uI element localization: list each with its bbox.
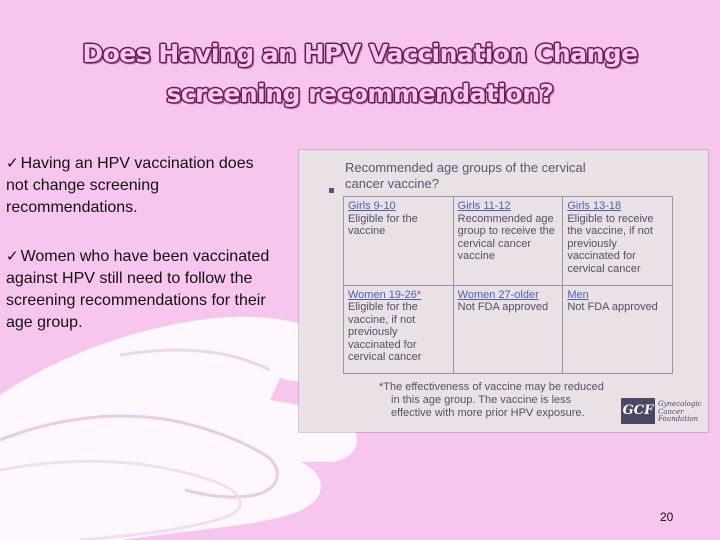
- square-bullet-icon: [329, 188, 334, 193]
- slide-title-line: screening recommendation?: [166, 79, 554, 108]
- cell-body: Eligible for the vaccine, if not previously vaccinated for cervical cancer: [348, 301, 422, 363]
- bullet-text: Having an HPV vaccination does not change screening recommendations.: [6, 155, 254, 216]
- table-cell: [344, 197, 454, 286]
- cell-body: Not FDA approved: [457, 301, 549, 313]
- cell-header: Girls 13-18: [567, 200, 622, 212]
- figure-title-line: Recommended age groups of the cervical: [345, 160, 586, 175]
- logo-text-line: Foundation: [658, 415, 699, 423]
- table-row: [344, 285, 673, 374]
- table-cell: [453, 197, 563, 286]
- figure-title-line: cancer vaccine?: [345, 176, 439, 191]
- bullet-item: [6, 245, 276, 334]
- page-number: 20: [660, 510, 674, 524]
- cell-header: Women 27-older: [457, 288, 539, 301]
- checkmark-icon: ✓: [6, 154, 19, 172]
- footnote-line: in this age group. The vaccine is less: [391, 394, 572, 406]
- gcf-logo: GCF: [621, 398, 655, 424]
- bullet-item: [6, 152, 276, 219]
- table-cell: [563, 285, 673, 374]
- table-cell: [344, 285, 454, 374]
- footnote-line: *The effectiveness of vaccine may be reduced: [379, 381, 604, 393]
- slide-title-line: Does Having an HPV Vaccination Change: [82, 39, 638, 68]
- cell-body: Not FDA approved: [567, 301, 658, 313]
- footnote-line: effective with more prior HPV exposure.: [391, 407, 585, 419]
- cell-body: Recommended age group to receive the cervical cancer vaccine: [457, 212, 555, 262]
- cell-header: Men: [567, 288, 589, 301]
- cell-header: [348, 289, 449, 302]
- slide-title: [40, 34, 680, 114]
- logo-text-line: Cancer: [658, 407, 684, 416]
- vaccine-age-groups-figure: [299, 150, 708, 432]
- checkmark-icon: ✓: [6, 247, 19, 265]
- cell-body: Eligible for the vaccine: [348, 212, 418, 237]
- table-cell: [563, 197, 673, 286]
- footnote: [379, 381, 639, 420]
- age-group-table: [343, 196, 673, 374]
- asterisk-mark: *: [416, 288, 422, 301]
- table-cell: [453, 285, 563, 374]
- cell-header: Girls 11-12: [457, 200, 511, 212]
- cell-header: Girls 9-10: [348, 200, 396, 212]
- table-row: [344, 197, 673, 286]
- bullet-text: Women who have been vaccinated against HPV still need to follow the screening recommendations for their age group.: [6, 248, 270, 331]
- bullet-list: [6, 152, 276, 360]
- figure-title: [345, 160, 695, 192]
- cell-header-text: Women 19-26: [348, 288, 417, 301]
- logo-text-line: Gynecologic: [658, 400, 702, 408]
- gcf-logo-text: [658, 401, 706, 424]
- cell-body: Eligible to receive the vaccine, if not previously vaccinated for cervical cancer: [567, 212, 654, 275]
